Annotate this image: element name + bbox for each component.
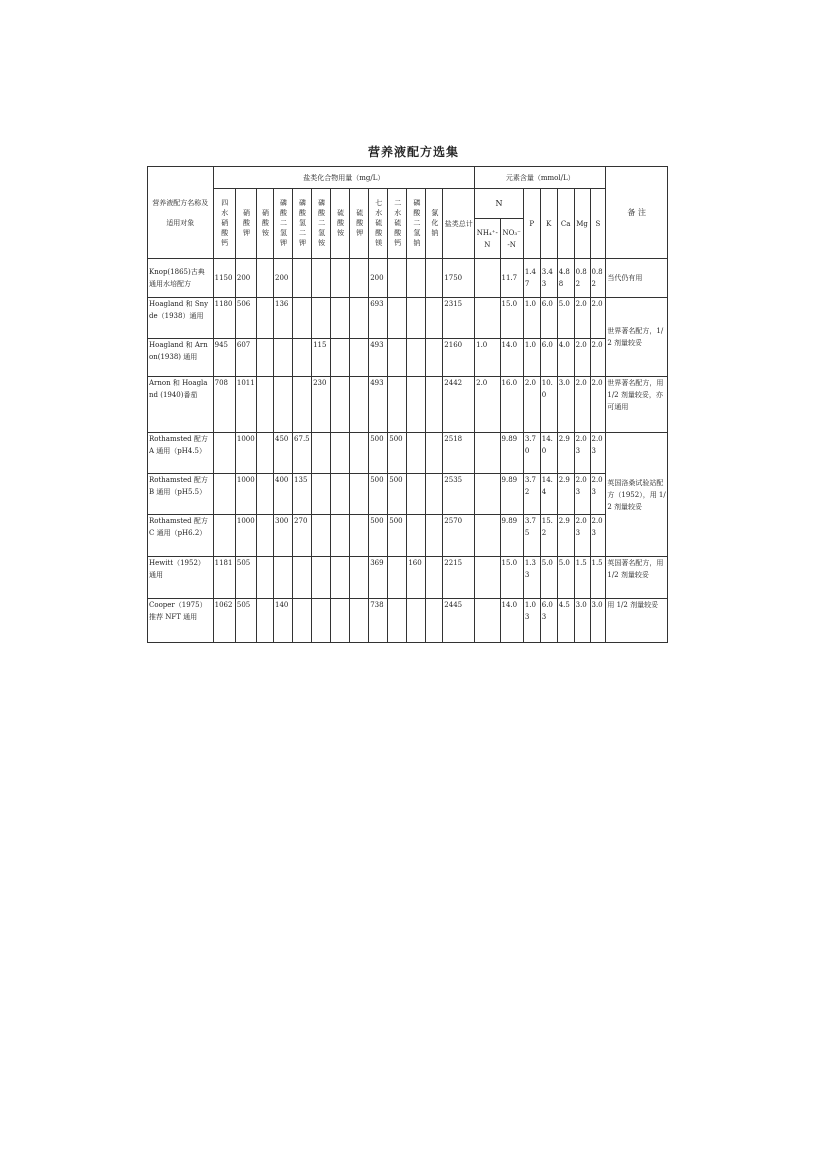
table-cell: 230 <box>312 377 331 433</box>
row-name: Hoagland 和 Arnon(1938) 通用 <box>148 339 214 377</box>
table-cell <box>475 599 500 643</box>
table-cell: 2.03 <box>590 474 606 515</box>
header-salt-7-text: 硫酸铵 <box>336 208 345 239</box>
table-cell <box>407 377 426 433</box>
table-cell: 200 <box>369 259 388 298</box>
row-note: 世界著名配方，用 1/2 剂量较妥，亦可通用 <box>606 377 668 433</box>
table-cell <box>426 515 443 557</box>
header-salt-12 <box>426 189 443 259</box>
row-name: Rothamsted 配方 B 通用（pH5.5） <box>148 474 214 515</box>
table-cell <box>475 474 500 515</box>
table-cell: 200 <box>273 259 292 298</box>
header-k: K <box>540 189 557 259</box>
header-salt-6-text: 磷酸二氢铵 <box>317 198 326 249</box>
header-elements-group: 元素含量（mmol/L） <box>475 167 606 189</box>
table-cell: 693 <box>369 298 388 339</box>
table-cell <box>312 433 331 474</box>
row-note: 用 1/2 剂量较妥 <box>606 599 668 643</box>
table-cell: 3.43 <box>540 259 557 298</box>
header-salt-9-text: 七水硫酸镁 <box>374 198 383 249</box>
table-cell: 738 <box>369 599 388 643</box>
table-cell: 5.0 <box>557 557 574 599</box>
table-cell: 2.0 <box>574 377 590 433</box>
table-cell: 1000 <box>235 433 256 474</box>
table-cell <box>331 515 350 557</box>
header-n-group: N <box>475 189 524 219</box>
table-cell <box>426 259 443 298</box>
table-cell: 4.88 <box>557 259 574 298</box>
table-cell: 2.9 <box>557 515 574 557</box>
table-cell <box>331 298 350 339</box>
table-cell <box>273 557 292 599</box>
table-cell <box>257 557 274 599</box>
table-cell <box>350 377 369 433</box>
table-cell: 1000 <box>235 515 256 557</box>
table-cell <box>350 339 369 377</box>
table-cell: 1.33 <box>523 557 540 599</box>
table-cell: 500 <box>369 433 388 474</box>
row-name: Cooper（1975）推荐 NFT 通用 <box>148 599 214 643</box>
table-cell <box>388 339 407 377</box>
header-total: 盐类总计 <box>443 189 475 259</box>
table-cell: 708 <box>213 377 235 433</box>
table-cell <box>331 259 350 298</box>
table-cell <box>350 599 369 643</box>
table-cell <box>388 599 407 643</box>
header-salt-10 <box>388 189 407 259</box>
table-cell: 300 <box>273 515 292 557</box>
formula-table <box>147 166 668 643</box>
table-cell <box>312 259 331 298</box>
table-cell <box>388 557 407 599</box>
table-cell <box>426 298 443 339</box>
table-cell <box>331 377 350 433</box>
table-cell <box>293 298 312 339</box>
table-cell <box>426 474 443 515</box>
table-cell: 115 <box>312 339 331 377</box>
header-salt-1-text: 四水硝酸钙 <box>220 198 229 249</box>
table-cell: 2.03 <box>574 433 590 474</box>
table-cell <box>350 515 369 557</box>
table-cell: 2315 <box>443 298 475 339</box>
row-note: 英国著名配方，用 1/2 剂量较妥 <box>606 557 668 599</box>
table-cell: 200 <box>235 259 256 298</box>
table-cell: 369 <box>369 557 388 599</box>
table-cell: 1.03 <box>523 599 540 643</box>
header-s: S <box>590 189 606 259</box>
table-cell: 3.70 <box>523 433 540 474</box>
table-cell <box>407 433 426 474</box>
table-cell: 500 <box>369 474 388 515</box>
table-cell: 11.7 <box>500 259 523 298</box>
table-cell: 6.0 <box>540 298 557 339</box>
table-cell <box>331 557 350 599</box>
table-cell: 4.5 <box>557 599 574 643</box>
header-salt-8 <box>350 189 369 259</box>
table-cell <box>312 515 331 557</box>
table-cell: 400 <box>273 474 292 515</box>
table-cell: 10.0 <box>540 377 557 433</box>
table-cell: 2518 <box>443 433 475 474</box>
table-cell: 2160 <box>443 339 475 377</box>
table-cell: 1750 <box>443 259 475 298</box>
table-cell: 140 <box>273 599 292 643</box>
table-cell: 2.0 <box>574 298 590 339</box>
table-cell: 500 <box>388 433 407 474</box>
table-cell <box>331 474 350 515</box>
table-cell: 14.0 <box>500 339 523 377</box>
table-cell: 4.0 <box>557 339 574 377</box>
table-cell <box>293 377 312 433</box>
row-note: 世界著名配方，1/2 剂量较妥 <box>606 298 668 377</box>
row-name: Rothamsted 配方 C 通用（pH6.2） <box>148 515 214 557</box>
row-name: Arnon 和 Hoagland (1940)番茄 <box>148 377 214 433</box>
table-cell: 1062 <box>213 599 235 643</box>
table-cell: 506 <box>235 298 256 339</box>
table-cell <box>257 515 274 557</box>
table-cell: 2.0 <box>475 377 500 433</box>
table-cell: 136 <box>273 298 292 339</box>
table-cell: 2442 <box>443 377 475 433</box>
header-salt-1 <box>213 189 235 259</box>
header-salt-6 <box>312 189 331 259</box>
table-cell: 1181 <box>213 557 235 599</box>
table-cell: 493 <box>369 377 388 433</box>
table-cell <box>312 557 331 599</box>
table-cell: 2.0 <box>590 377 606 433</box>
table-cell: 14.0 <box>500 599 523 643</box>
table-cell: 9.89 <box>500 433 523 474</box>
table-cell: 6.03 <box>540 599 557 643</box>
table-cell: 3.0 <box>557 377 574 433</box>
table-cell <box>273 339 292 377</box>
table-cell <box>213 515 235 557</box>
table-cell: 2445 <box>443 599 475 643</box>
table-cell: 500 <box>388 515 407 557</box>
header-salt-12-text: 氯化钠 <box>430 208 439 239</box>
table-cell <box>350 259 369 298</box>
table-cell: 2.0 <box>523 377 540 433</box>
table-cell <box>350 474 369 515</box>
table-cell: 2570 <box>443 515 475 557</box>
header-name-text: 营养液配方名称及适用对象 <box>152 198 209 227</box>
table-cell <box>257 474 274 515</box>
table-cell <box>475 433 500 474</box>
table-cell: 2.0 <box>590 339 606 377</box>
table-cell: 2.03 <box>574 515 590 557</box>
header-salt-5-text: 磷酸氢二钾 <box>298 198 307 249</box>
table-cell <box>213 474 235 515</box>
table-cell: 3.75 <box>523 515 540 557</box>
table-cell: 493 <box>369 339 388 377</box>
table-cell: 1.5 <box>574 557 590 599</box>
table-cell <box>426 339 443 377</box>
row-name: Hewitt（1952）通用 <box>148 557 214 599</box>
table-cell: 1.0 <box>523 339 540 377</box>
table-cell: 14.0 <box>540 433 557 474</box>
header-salt-9 <box>369 189 388 259</box>
table-cell: 2.03 <box>590 433 606 474</box>
table-cell: 500 <box>388 474 407 515</box>
table-cell <box>350 433 369 474</box>
table-cell <box>426 557 443 599</box>
table-cell <box>426 377 443 433</box>
table-cell: 607 <box>235 339 256 377</box>
table-cell: 3.0 <box>574 599 590 643</box>
table-cell: 2.03 <box>574 474 590 515</box>
header-salt-8-text: 硫酸钾 <box>355 208 364 239</box>
table-cell: 1.5 <box>590 557 606 599</box>
header-salts-group: 盐类化合物用量（mg/L） <box>213 167 474 189</box>
table-cell: 1180 <box>213 298 235 339</box>
table-cell: 5.0 <box>540 557 557 599</box>
table-cell: 450 <box>273 433 292 474</box>
row-name: Knop(1865)古典通用水培配方 <box>148 259 214 298</box>
table-cell <box>312 474 331 515</box>
table-cell: 2.0 <box>590 298 606 339</box>
header-salt-5 <box>293 189 312 259</box>
table-cell: 15.0 <box>500 298 523 339</box>
header-salt-2 <box>235 189 256 259</box>
header-salt-7 <box>331 189 350 259</box>
table-cell: 0.82 <box>574 259 590 298</box>
table-cell <box>257 433 274 474</box>
table-cell: 16.0 <box>500 377 523 433</box>
table-cell: 67.5 <box>293 433 312 474</box>
header-ca: Ca <box>557 189 574 259</box>
header-salt-4-text: 磷酸二氢钾 <box>279 198 288 249</box>
table-cell: 2.9 <box>557 474 574 515</box>
table-cell: 1011 <box>235 377 256 433</box>
table-cell <box>407 515 426 557</box>
header-note: 备 注 <box>606 167 668 259</box>
header-salt-3-text: 硝酸铵 <box>261 208 270 239</box>
table-cell <box>293 599 312 643</box>
header-salt-4 <box>273 189 292 259</box>
header-nh4: NH₄⁺-N <box>475 219 500 259</box>
table-cell: 3.0 <box>590 599 606 643</box>
table-cell <box>475 515 500 557</box>
table-cell <box>312 599 331 643</box>
table-cell <box>426 433 443 474</box>
table-cell: 14.4 <box>540 474 557 515</box>
row-note: 英国洛桑试验站配方（1952），用 1/2 剂量较妥 <box>606 433 668 557</box>
table-cell <box>331 599 350 643</box>
table-cell <box>475 557 500 599</box>
page-title: 营养液配方选集 <box>367 145 459 159</box>
header-mg: Mg <box>574 189 590 259</box>
header-p: P <box>523 189 540 259</box>
table-cell <box>293 339 312 377</box>
row-name: Hoagland 和 Snyde（1938）通用 <box>148 298 214 339</box>
table-cell <box>350 557 369 599</box>
table-cell: 9.89 <box>500 515 523 557</box>
table-cell <box>407 599 426 643</box>
table-cell: 135 <box>293 474 312 515</box>
table-cell <box>293 557 312 599</box>
table-cell: 6.0 <box>540 339 557 377</box>
table-cell: 2.03 <box>590 515 606 557</box>
table-cell <box>331 433 350 474</box>
table-cell: 2215 <box>443 557 475 599</box>
header-salt-2-text: 硝酸钾 <box>242 208 251 239</box>
table-cell <box>388 377 407 433</box>
table-cell <box>407 259 426 298</box>
table-cell <box>407 474 426 515</box>
table-cell: 505 <box>235 557 256 599</box>
table-cell: 0.82 <box>590 259 606 298</box>
table-cell <box>350 298 369 339</box>
table-cell: 2535 <box>443 474 475 515</box>
table-cell <box>407 339 426 377</box>
table-cell: 15.2 <box>540 515 557 557</box>
table-cell <box>257 259 274 298</box>
table-cell <box>475 298 500 339</box>
table-cell <box>388 298 407 339</box>
row-note: 当代仍有用 <box>606 259 668 298</box>
table-cell <box>312 298 331 339</box>
header-salt-11-text: 磷酸二氢钠 <box>412 198 421 249</box>
table-cell: 1.0 <box>475 339 500 377</box>
header-name <box>148 167 214 259</box>
table-cell <box>257 377 274 433</box>
table-cell: 505 <box>235 599 256 643</box>
table-cell: 160 <box>407 557 426 599</box>
table-cell <box>475 259 500 298</box>
table-cell: 2.9 <box>557 433 574 474</box>
header-no3: NO₃⁻-N <box>500 219 523 259</box>
table-cell: 5.0 <box>557 298 574 339</box>
table-cell: 1150 <box>213 259 235 298</box>
table-cell <box>293 259 312 298</box>
table-cell <box>273 377 292 433</box>
header-salt-10-text: 二水硫酸钙 <box>393 198 402 249</box>
table-cell: 9.89 <box>500 474 523 515</box>
table-cell <box>257 339 274 377</box>
row-name: Rothamsted 配方 A 通用（pH4.5） <box>148 433 214 474</box>
table-cell <box>257 298 274 339</box>
table-cell: 1.47 <box>523 259 540 298</box>
table-cell: 2.0 <box>574 339 590 377</box>
table-cell: 3.72 <box>523 474 540 515</box>
table-cell: 1.0 <box>523 298 540 339</box>
table-cell <box>407 298 426 339</box>
table-cell: 945 <box>213 339 235 377</box>
table-cell: 500 <box>369 515 388 557</box>
table-cell <box>213 433 235 474</box>
table-cell: 270 <box>293 515 312 557</box>
table-cell <box>426 599 443 643</box>
table-cell <box>257 599 274 643</box>
table-cell: 15.0 <box>500 557 523 599</box>
table-cell <box>388 259 407 298</box>
table-cell <box>331 339 350 377</box>
table-cell: 1000 <box>235 474 256 515</box>
header-salt-3 <box>257 189 274 259</box>
header-salt-11 <box>407 189 426 259</box>
